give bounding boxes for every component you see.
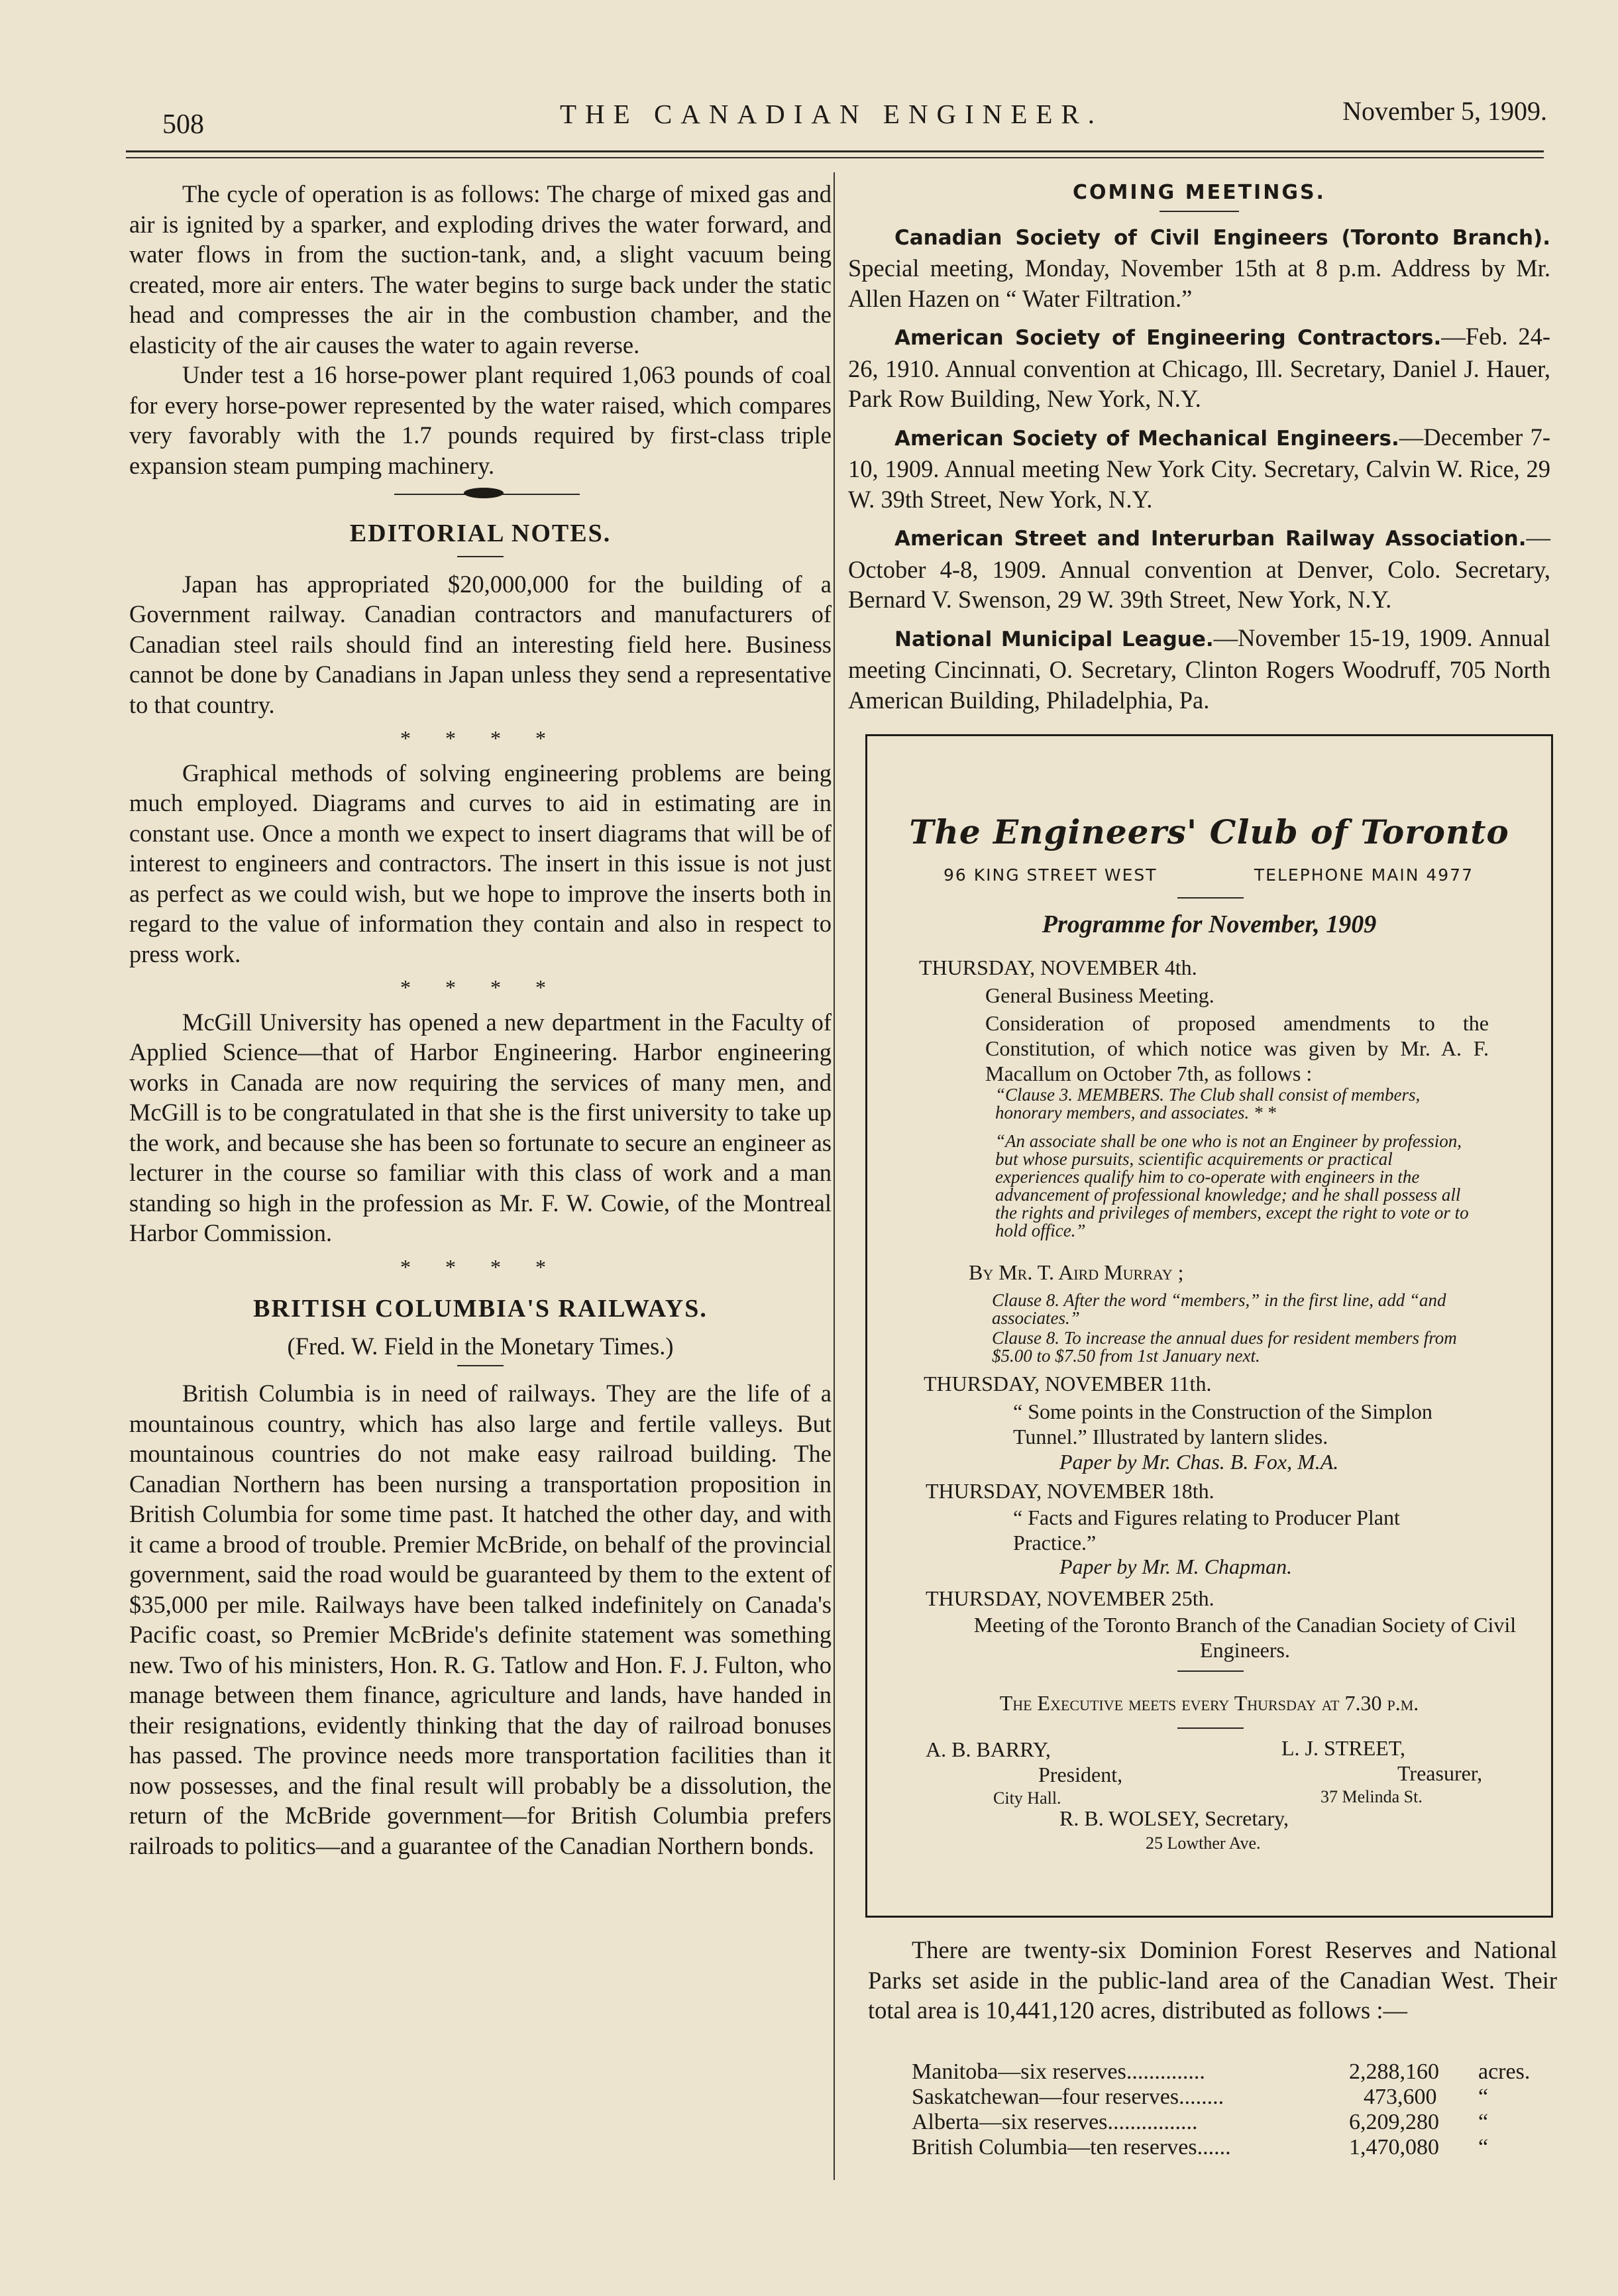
meeting-item xyxy=(848,422,1550,515)
clause-quote: Clause 8. After the word “members,” in the first line, add “and associates.” xyxy=(992,1290,1446,1328)
amendment-author: By Mr. T. Aird Murray ; xyxy=(969,1260,1184,1284)
table-row xyxy=(912,2059,1548,2085)
reserve-acres: 1,470,080 xyxy=(1349,2135,1439,2159)
forest-reserves-paragraph xyxy=(868,1935,1557,2026)
clause-quote: Clause 8. To increase the annual dues for resident members from $5.00 to $7.50 from 1st January next. xyxy=(992,1328,1457,1366)
meeting-item xyxy=(848,522,1550,615)
paragraph: Graphical methods of solving engineering problems are being much employed. Diagrams and curves to aid in estimating are in constant use. Once a month we expect to insert diagrams that will be of interest to engineers and contractors. The insert in this issue is not just as perfect as we could wish, but we hope to improve the inserts both in regard to the value of information they contain and also in respect to press work. xyxy=(129,759,832,967)
page-number: 508 xyxy=(162,109,204,140)
meeting-org: American Street and Interurban Railway Association. xyxy=(894,527,1527,551)
programme-item: Meeting of the Toronto Branch of the Canadian Society of Civil Engineers. xyxy=(973,1613,1517,1662)
officer-name: R. B. WOLSEY, Secretary, xyxy=(1059,1806,1289,1830)
date-heading: THURSDAY, NOVEMBER 18th. xyxy=(926,1479,1214,1503)
separator-stars: * * * * xyxy=(400,1254,561,1279)
meeting-org: Canadian Society of Civil Engineers (Toronto Branch). xyxy=(894,225,1550,250)
meeting-item xyxy=(848,623,1550,716)
date-heading: THURSDAY, NOVEMBER 11th. xyxy=(924,1372,1212,1395)
club-title: The Engineers' Club of Toronto xyxy=(909,812,1509,851)
table-row xyxy=(912,2135,1548,2160)
section-heading: BRITISH COLUMBIA'S RAILWAYS. xyxy=(253,1295,708,1323)
meeting-org: American Society of Engineering Contractors. xyxy=(894,326,1442,350)
article-source: (Fred. W. Field in the Monetary Times.) xyxy=(287,1332,674,1360)
executive-note: The Executive meets every Thursday at 7.30 p.m. xyxy=(999,1691,1419,1715)
reserve-label: Alberta—six reserves................ xyxy=(912,2110,1198,2134)
box-rule xyxy=(1177,897,1244,899)
officer-title: President, xyxy=(1038,1763,1123,1786)
officer-name: L. J. STREET, xyxy=(1281,1736,1405,1760)
table-row xyxy=(912,2110,1548,2135)
programme-item: “ Some points in the Construction of the Simplon Tunnel.” Illustrated by lantern slides. xyxy=(1013,1399,1432,1449)
reserve-label: Saskatchewan—four reserves........ xyxy=(912,2085,1224,2109)
heading-rule xyxy=(1160,211,1239,212)
paragraph: There are twenty-six Dominion Forest Reserves and National Parks set aside in the public-land area of the Canadian West. Their total area is 10,441,120 acres, distributed as follows :— xyxy=(868,1936,1557,2024)
table-row xyxy=(912,2085,1548,2110)
clause-quote: “Clause 3. MEMBERS. The Club shall consist of members, honorary members, and associates. * * xyxy=(995,1085,1421,1122)
journal-title: THE CANADIAN ENGINEER. xyxy=(560,99,1104,129)
officer-title: Treasurer, xyxy=(1397,1761,1483,1785)
meeting-org: National Municipal League. xyxy=(894,627,1214,651)
officer-address: 25 Lowther Ave. xyxy=(1146,1833,1261,1853)
header-rule-secondary xyxy=(126,157,1544,158)
paper-author: Paper by Mr. Chas. B. Fox, M.A. xyxy=(1059,1450,1339,1474)
right-column xyxy=(848,174,1550,723)
meeting-details: Special meeting, Monday, November 15th at 8 p.m. Address by Mr. Allen Hazen on “ Water Filtration.” xyxy=(848,254,1550,312)
separator-stars: * * * * xyxy=(400,975,561,999)
meeting-item xyxy=(848,221,1550,314)
meeting-details: —November 15-19, 1909. Annual meeting Cincinnati, O. Secretary, Clinton Rogers Woodruff, 705 North American Building, Philadelphia, Pa. xyxy=(848,624,1550,714)
meeting-details: —October 4-8, 1909. Annual convention at Denver, Colo. Secretary, Bernard V. Swenson, 29 W. 39th Street, New York, N.Y. xyxy=(848,523,1550,613)
date-heading: THURSDAY, NOVEMBER 4th. xyxy=(919,956,1197,979)
heading-rule xyxy=(457,1365,504,1366)
left-column xyxy=(129,179,832,1861)
meeting-item xyxy=(848,321,1550,414)
section-heading: COMING MEETINGS. xyxy=(1073,181,1326,204)
reserve-label: Manitoba—six reserves.............. xyxy=(912,2059,1205,2084)
reserve-unit: acres. xyxy=(1478,2059,1531,2084)
officer-name: A. B. BARRY, xyxy=(926,1737,1051,1761)
paragraph: McGill University has opened a new department in the Faculty of Applied Science—that of Harbor Engineering. Harbor engineering works in Canada are now requiring the services of many men, and McGill is to be congratulated in that she is the first university to take up the work, and because she has been so fortunate to secure an engineer as lecturer in the course so familiar with this class of work and a man standing so high in the profession as Mr. F. W. Cowie, of the Montreal Harbor Commission. xyxy=(129,1008,832,1246)
reserve-unit: “ xyxy=(1478,2135,1489,2159)
box-rule xyxy=(1177,1727,1244,1729)
clause-quote: “An associate shall be one who is not an Engineer by profession, but whose pursuits, scientific acquirements or practical experiences qualify him to co-operate with engineers in the advancement of professional knowledge; and he shall possess all the rights and privileges of members, except the right to vote or to hold office.” xyxy=(995,1131,1469,1240)
reserve-acres: 473,600 xyxy=(1364,2085,1437,2109)
header-rule xyxy=(126,150,1544,152)
ornament-divider xyxy=(129,484,832,504)
section-heading: EDITORIAL NOTES. xyxy=(349,519,612,547)
meeting-details: —December 7-10, 1909. Annual meeting New York City. Secretary, Calvin W. Rice, 29 W. 39th Street, New York, N.Y. xyxy=(848,423,1550,513)
page-header xyxy=(123,93,1547,140)
reserve-unit: “ xyxy=(1478,2110,1489,2134)
reserves-table xyxy=(912,2059,1548,2160)
club-address: 96 KING STREET WEST xyxy=(944,865,1158,885)
reserve-unit: “ xyxy=(1478,2085,1489,2109)
paragraph: Under test a 16 horse-power plant required 1,063 pounds of coal for every horse-power represented by the water raised, which compares very favorably with the 1.7 pounds required by first-class triple expansion steam pumping machinery. xyxy=(129,361,832,479)
date-heading: THURSDAY, NOVEMBER 25th. xyxy=(926,1586,1214,1610)
club-address-line xyxy=(944,865,1474,885)
programme-title: Programme for November, 1909 xyxy=(1042,910,1377,938)
heading-rule xyxy=(457,556,504,557)
reserve-label: British Columbia—ten reserves...... xyxy=(912,2135,1231,2159)
box-rule xyxy=(1177,1670,1244,1672)
separator-stars: * * * * xyxy=(400,726,561,750)
programme-item: “ Facts and Figures relating to Producer Plant Practice.” xyxy=(1013,1505,1400,1555)
club-telephone: TELEPHONE MAIN 4977 xyxy=(1254,865,1474,885)
programme-item: General Business Meeting. xyxy=(985,983,1214,1007)
column-separator xyxy=(834,172,835,2180)
officer-address: 37 Melinda St. xyxy=(1321,1787,1423,1806)
officer-address: City Hall. xyxy=(993,1788,1061,1808)
issue-date: November 5, 1909. xyxy=(1342,96,1547,126)
paragraph: British Columbia is in need of railways. They are the life of a mountainous country, which has also large and fertile valleys. But mountainous countries do not make easy railroad building. The Canadian Northern has been nursing a transportation proposition in British Columbia for some time past. It hatched the other day, and with it came a brood of trouble. Premier McBride, on behalf of the provincial government, said the road would be guaranteed by them to the extent of $35,000 per mile. Railways have been talked indefinitely on Canada's Pacific coast, so Premier McBride's definite statement was something new. Two of his ministers, Hon. R. G. Tatlow and Hon. F. J. Fulton, who manage between them finance, agriculture and lands, have handed in their resignations, evidently thinking that the day of railroad bonuses has passed. The province needs more transportation facilities than it now possesses, and the final result will probably be a dissolution, the return of the McBride government—for British Columbia prefers railroads to politics—and a guarantee of the Canadian Northern bonds. xyxy=(129,1380,832,1859)
paragraph: The cycle of operation is as follows: The charge of mixed gas and air is ignited by a sparker, and exploding drives the water forward, and water flows in from the suction-tank, and, a slight vacuum being created, more air enters. The water begins to surge back under the static head and compresses the air in the combustion chamber, and the elasticity of the air causes the water to again reverse. xyxy=(129,180,832,358)
paper-author: Paper by Mr. M. Chapman. xyxy=(1059,1555,1293,1578)
reserve-acres: 2,288,160 xyxy=(1349,2059,1439,2084)
programme-item: Consideration of proposed amendments to the Constitution, of which notice was given by Mr. A. F. Macallum on October 7th, as follows : xyxy=(985,1011,1489,1085)
club-programme-box xyxy=(865,734,1553,1918)
meeting-org: American Society of Mechanical Engineers. xyxy=(894,426,1399,451)
reserve-acres: 6,209,280 xyxy=(1349,2110,1439,2134)
meeting-details: —Feb. 24-26, 1910. Annual convention at Chicago, Ill. Secretary, Daniel J. Hauer, Park Row Building, New York, N.Y. xyxy=(848,323,1551,412)
paragraph: Japan has appropriated $20,000,000 for the building of a Government railway. Canadian contractors and manufacturers of Canadian steel rails should find an interesting field here. Business cannot be done by Canadians in Japan unless they send a representative to that country. xyxy=(129,570,832,718)
